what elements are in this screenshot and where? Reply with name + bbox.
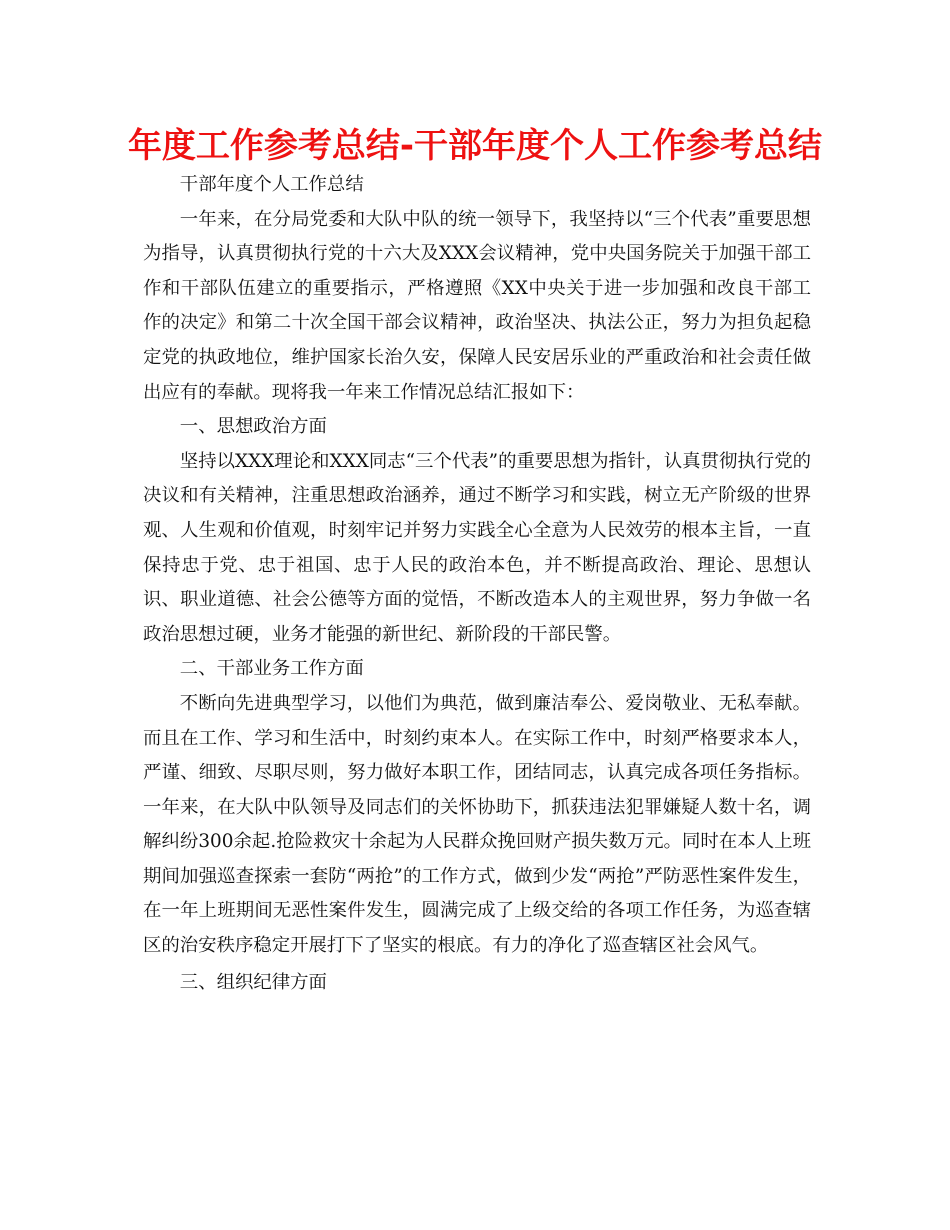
document-title: 年度工作参考总结-干部年度个人工作参考总结 bbox=[127, 126, 823, 166]
document-body bbox=[143, 168, 811, 1000]
section-heading-3: 三、组织纪律方面 bbox=[179, 971, 327, 993]
paragraph-intro: 一年来，在分局党委和大队中队的统一领导下，我坚持以“三个代表”重要思想为指导，认真贯彻执行党的十六大及XXX会议精神，党中央国务院关于加强干部工作和干部队伍建立的重要指示，严格遵照《XX中央关于进一步加强和改良干部工作的决定》和第二十次全国干部会议精神，政治坚决、执法公正，努力为担负起稳定党的执政地位，维护国家长治久安，保障人民安居乐业的严重政治和社会责任做出应有的奉献。现将我一年来工作情况总结汇报如下： bbox=[143, 208, 811, 403]
paragraph-section-2: 不断向先进典型学习，以他们为典范，做到廉洁奉公、爱岗敬业、无私奉献。而且在工作、学习和生活中，时刻约束本人。在实际工作中，时刻严格要求本人，严谨、细致、尽职尽则，努力做好本职工作，团结同志，认真完成各项任务指标。一年来，在大队中队领导及同志们的关怀协助下，抓获违法犯罪嫌疑人数十名，调解纠纷300余起.抢险救灾十余起为人民群众挽回财产损失数万元。同时在本人上班期间加强巡查探索一套防“两抢”的工作方式，做到少发“两抢”严防恶性案件发生，在一年上班期间无恶性案件发生，圆满完成了上级交给的各项工作任务，为巡查辖区的治安秩序稳定开展打下了坚实的根底。有力的净化了巡查辖区社会风气。 bbox=[143, 692, 811, 957]
paragraph-section-1: 坚持以XXX理论和XXX同志“三个代表”的重要思想为指针，认真贯彻执行党的决议和有关精神，注重思想政治涵养，通过不断学习和实践，树立无产阶级的世界观、人生观和价值观，时刻牢记并努力实践全心全意为人民效劳的根本主旨，一直保持忠于党、忠于祖国、忠于人民的政治本色，并不断提高政治、理论、思想认识、职业道德、社会公德等方面的觉悟，不断改造本人的主观世界，努力争做一名政治思想过硬，业务才能强的新世纪、新阶段的干部民警。 bbox=[143, 450, 811, 645]
section-heading-1: 一、思想政治方面 bbox=[179, 416, 327, 438]
section-heading-2: 二、干部业务工作方面 bbox=[179, 658, 364, 680]
paragraph-subtitle: 干部年度个人工作总结 bbox=[179, 174, 364, 195]
